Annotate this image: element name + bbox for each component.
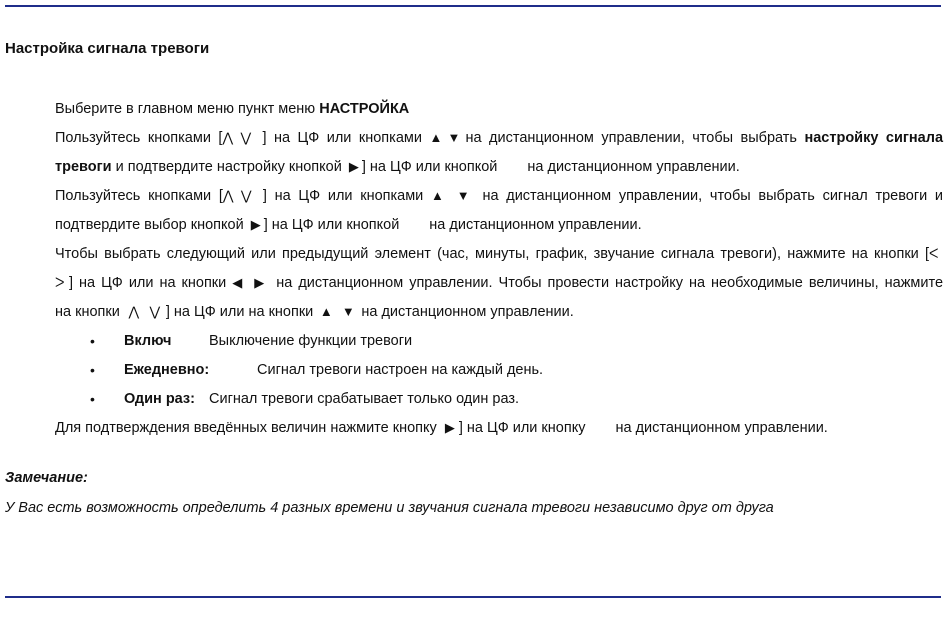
up-chevron-icon: ⋀ — [222, 130, 234, 145]
bullet-dot: • — [90, 333, 95, 349]
up-triangle-icon: ▲ — [431, 188, 444, 203]
step-3-line-2 — [55, 211, 943, 240]
down-chevron-icon: ⋁ — [149, 304, 161, 319]
right-triangle-icon: ▶ — [348, 159, 359, 174]
list-item — [55, 385, 943, 414]
bullet-dot: • — [90, 391, 95, 407]
step-4-line-2 — [55, 269, 943, 298]
step-3-text-d: подтвердите выбор кнопкой — [55, 217, 248, 233]
section-title: Настройка сигнала тревоги — [5, 40, 210, 57]
step-2-text-c: на дистанционном управлении, чтобы выбрать — [465, 130, 805, 146]
step-4-text-d: на кнопки — [55, 304, 124, 320]
step-5-text-a: Для подтверждения введённых величин нажмите кнопку — [55, 420, 441, 436]
left-triangle-icon: ◀ — [232, 275, 243, 290]
bullet-description: Сигнал тревоги настроен на каждый день. — [257, 362, 544, 378]
down-chevron-icon: ⋁ — [240, 130, 252, 145]
down-chevron-icon: ⋁ — [240, 188, 252, 203]
step-5-text-b: ] на ЦФ или кнопку — [458, 420, 586, 436]
step-4-text-e: ] на ЦФ или на кнопки — [165, 304, 314, 320]
bullet-term: Включ — [124, 333, 172, 349]
step-3-text-a: Пользуйтесь кнопками [ — [55, 188, 223, 204]
up-chevron-icon: ⋀ — [128, 304, 140, 319]
step-3-text-e: ] на ЦФ или кнопкой — [263, 217, 400, 233]
right-triangle-icon: ▶ — [254, 275, 265, 290]
note-title: Замечание: — [5, 470, 88, 486]
step-2-text-a: Пользуйтесь кнопками [ — [55, 130, 223, 146]
step-2-line-1 — [55, 124, 943, 153]
step-4-text-c: на дистанционном управлении. Чтобы провести настройку на необходимые величины, нажмите — [276, 275, 944, 291]
list-item — [55, 327, 943, 356]
step-1-text: Выберите в главном меню пункт меню — [55, 101, 320, 117]
step-5 — [55, 414, 943, 443]
note-text: У Вас есть возможность определить 4 разных времени и звучания сигнала тревоги независимо друг от друга — [5, 500, 774, 516]
step-4-text-f: на дистанционном управлении. — [361, 304, 574, 320]
bullet-description: Сигнал тревоги срабатывает только один раз. — [209, 391, 520, 407]
list-item — [55, 356, 943, 385]
step-2-text-e: ] на ЦФ или кнопкой — [361, 159, 498, 175]
step-3-text-f: на дистанционном управлении. — [429, 217, 642, 233]
bullet-description: Выключение функции тревоги — [209, 333, 413, 349]
bottom-divider — [5, 596, 941, 598]
step-4-text-a: Чтобы выбрать следующий или предыдущий элемент (час, минуты, график, звучание сигнала тревоги), нажмите на кнопки [ — [55, 246, 929, 262]
left-chevron-icon: ᐸ — [929, 246, 939, 261]
alarm-mode-list — [55, 327, 943, 414]
right-triangle-icon: ▶ — [444, 420, 455, 435]
up-triangle-icon: ▲ — [319, 304, 333, 319]
down-triangle-icon: ▼ — [341, 304, 355, 319]
step-2-bold-1: настройку сигнала — [804, 130, 944, 146]
step-2-text-b: ] на ЦФ или кнопками — [262, 130, 422, 146]
down-triangle-icon: ▼ — [456, 188, 470, 203]
up-triangle-icon: ▲ — [429, 130, 443, 145]
step-3-text-b: ] на ЦФ или кнопками — [262, 188, 424, 204]
right-chevron-icon: ᐳ — [55, 275, 65, 290]
step-2-text-f: на дистанционном управлении. — [527, 159, 740, 175]
bullet-term: Один раз: — [124, 391, 195, 407]
bullet-term: Ежедневно: — [124, 362, 210, 378]
step-2-text-d: и подтвердите настройку кнопкой — [111, 159, 346, 175]
step-4-line-3 — [55, 298, 943, 327]
step-5-text-c: на дистанционном управлении. — [615, 420, 828, 436]
step-3-line-1 — [55, 182, 943, 211]
step-3-text-c: на дистанционном управлении, чтобы выбрать сигнал тревоги и — [482, 188, 944, 204]
step-1 — [55, 95, 943, 124]
instructions-body — [55, 95, 943, 443]
top-divider — [5, 5, 941, 7]
step-4-line-1 — [55, 240, 943, 269]
step-2-bold-2: тревоги — [55, 159, 112, 175]
step-1-menu-name: НАСТРОЙКА — [319, 101, 410, 117]
bullet-dot: • — [90, 362, 95, 378]
step-2-line-2 — [55, 153, 943, 182]
up-chevron-icon: ⋀ — [222, 188, 234, 203]
step-4-text-b: ] на ЦФ или на кнопки — [69, 275, 227, 291]
right-triangle-icon: ▶ — [250, 217, 261, 232]
down-triangle-icon: ▼ — [447, 130, 461, 145]
